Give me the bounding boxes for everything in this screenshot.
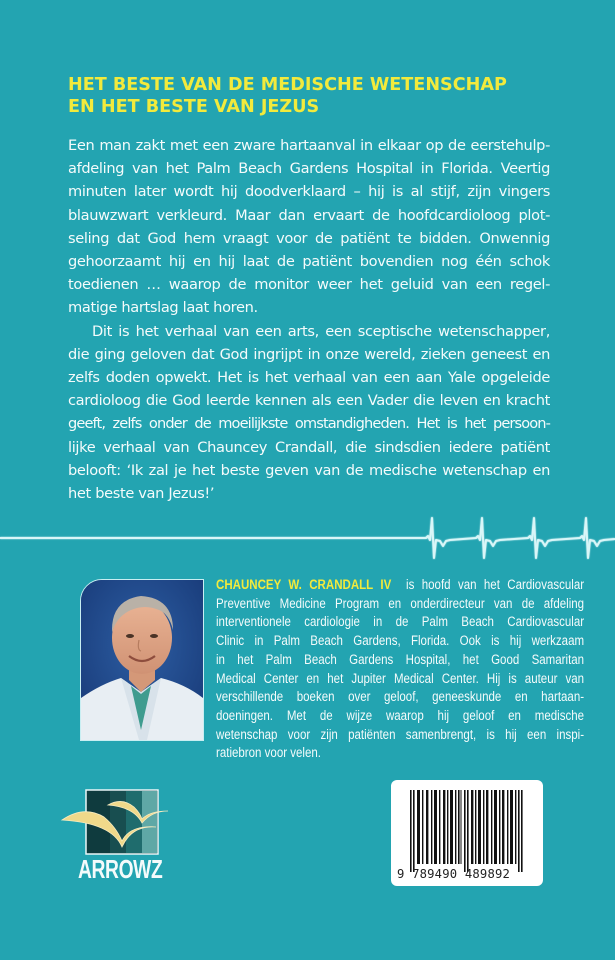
- blurb-line: belooft: ‘Ik zal je het beste geven van de medische wetenschap en: [68, 461, 550, 479]
- bio-line: [216, 576, 584, 595]
- blurb-line: cardioloog die God leerde kennen als een Vader die leven en kracht: [68, 392, 550, 410]
- isbn-barcode: [391, 780, 543, 886]
- blurb-line: seling dat God hem vraagt voor de patiënt te bidden. Onwennig: [68, 229, 550, 247]
- bio-line: wetenschap voor zijn patiënten samenbrengt, is hij een inspi-: [216, 726, 585, 742]
- blurb-line: het beste van Jezus!’: [68, 485, 215, 503]
- bio-line: Preventive Medicine Program en onderdirecteur van de afdeling: [216, 595, 585, 611]
- author-portrait-icon: [81, 580, 203, 740]
- blurb-line: minuten later wordt hij doodverklaard – hij is al stijf, zijn vingers: [68, 183, 550, 201]
- blurb-line: geeft, zelfs onder de moeilijkste omstandigheden. Het is het persoon-: [68, 415, 550, 433]
- blurb-line: lijke verhaal van Chauncey Crandall, die sindsdien iedere patiënt: [68, 438, 550, 456]
- blurb-line: toedienen … waarop de monitor weer het geluid van een regel-: [68, 276, 550, 294]
- isbn-number: 9 789490 489892: [397, 867, 511, 881]
- blurb-line: die ging geloven dat God ingrijpt in onze wereld, zieken geneest en: [68, 345, 550, 363]
- blurb-line: afdeling van het Palm Beach Gardens Hospital in Florida. Veertig: [68, 160, 550, 178]
- bio-line: Medical Center en het Jupiter Medical Center. Hij is auteur van: [216, 670, 585, 686]
- bio-line: Clinic in Palm Beach Gardens, Florida. Ook is hij werkzaam: [216, 633, 585, 649]
- blurb-line: matige hartslag laat horen.: [68, 299, 258, 317]
- author-photo: [80, 579, 204, 741]
- bio-text: is hoofd van het Cardiovascular: [406, 577, 585, 592]
- publisher-name: ARROWZ: [78, 854, 163, 884]
- bio-line: verschillende boeken over geloof, geneeskunde en hartaan-: [216, 689, 585, 705]
- heading-line-1: HET BESTE VAN DE MEDISCHE WETENSCHAP: [68, 75, 507, 95]
- back-cover-heading: [68, 74, 568, 118]
- bio-line: ratiebron voor velen.: [216, 745, 321, 761]
- blurb-line: zelfs doden opwekt. Het is het verhaal van een aan Yale opgeleide: [68, 369, 550, 387]
- blurb-line: gehoorzaamt hij en hij laat de patiënt bovendien nog één schok: [68, 253, 550, 271]
- heading-line-2: EN HET BESTE VAN JEZUS: [68, 97, 320, 117]
- bio-line: in het Palm Beach Gardens Hospital, het Good Samaritan: [216, 651, 585, 667]
- blurb-line: Dit is het verhaal van een arts, een sceptische wetenschapper,: [92, 322, 550, 340]
- blurb-text: [68, 134, 550, 505]
- heartbeat-divider-icon: [0, 510, 615, 560]
- bio-line: interventionele cardiologie in de Palm Beach Cardiovascular: [216, 614, 585, 630]
- blurb-line: Een man zakt met een zware hartaanval in elkaar op de eerstehulp-: [68, 137, 550, 154]
- author-bio: [216, 576, 584, 763]
- bio-line: doeningen. Met de wijze waarop hij geloof en medische: [216, 707, 585, 723]
- blurb-line: blauwzwart verkleurd. Maar dan ervaart de hoofdcardioloog plot-: [68, 206, 550, 224]
- author-name: CHAUNCEY W. CRANDALL IV: [216, 577, 392, 592]
